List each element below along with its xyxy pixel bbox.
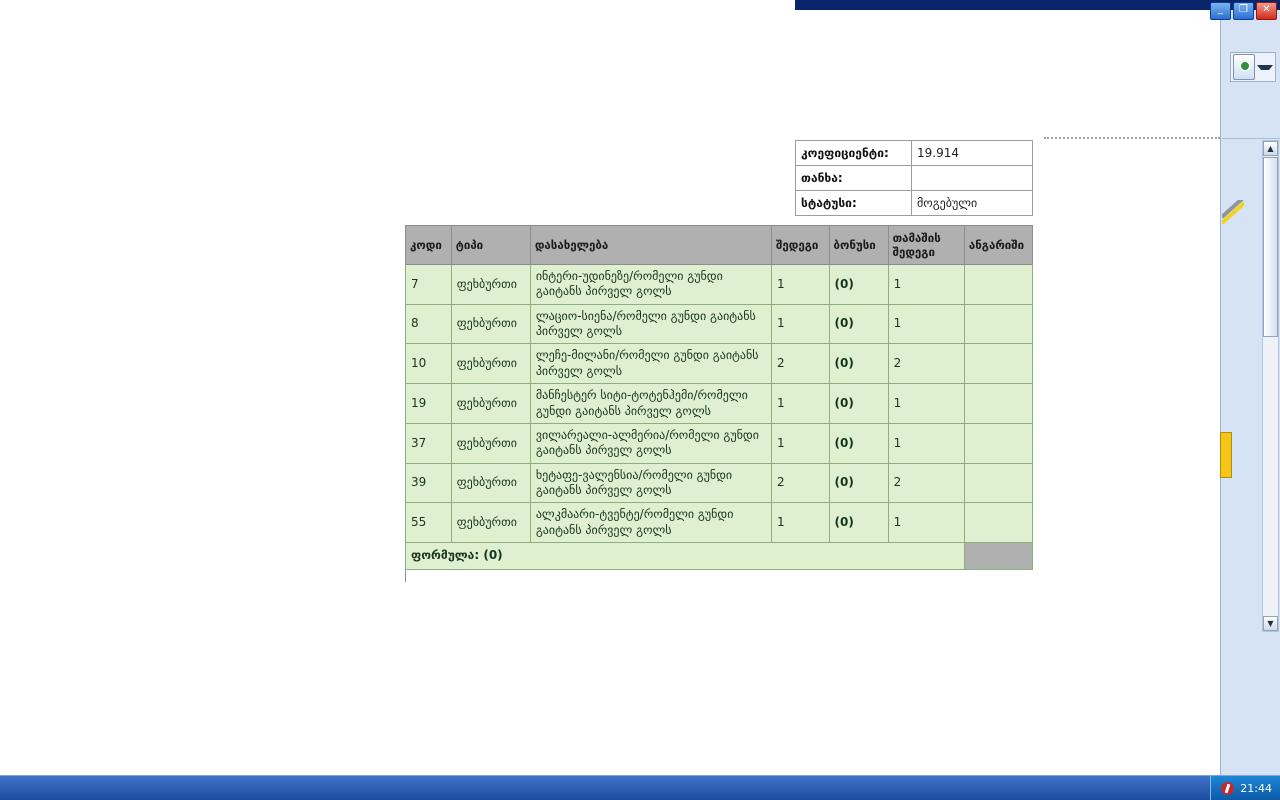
cell-result: 1 — [772, 423, 829, 463]
table-row[interactable] — [406, 265, 1033, 305]
cell-code: 19 — [406, 384, 452, 424]
cell-bonus: (0) — [829, 304, 888, 344]
scroll-down-arrow-icon[interactable]: ▼ — [1263, 616, 1278, 631]
formula-label: ფორმულა: — [411, 548, 480, 563]
column-header-result: შედეგი — [772, 226, 829, 265]
cell-type: ფეხბურთი — [451, 503, 530, 543]
table-row[interactable] — [406, 304, 1033, 344]
column-header-score: ანგარიში — [964, 226, 1032, 265]
cell-code: 55 — [406, 503, 452, 543]
status-label: სტატუსი: — [796, 191, 912, 216]
cell-result: 1 — [772, 265, 829, 305]
window-caption-buttons[interactable] — [1210, 2, 1277, 20]
close-button[interactable]: ✕ — [1256, 2, 1277, 20]
scrollbar-thumb[interactable] — [1263, 157, 1278, 337]
bet-selections-table-wrapper — [405, 225, 1033, 570]
coefficient-value: 19.914 — [912, 141, 1033, 166]
footer-empty-cell — [964, 543, 1032, 570]
cell-bonus: (0) — [829, 463, 888, 503]
amount-value — [912, 166, 1033, 191]
maximize-button[interactable]: ❐ — [1233, 2, 1254, 20]
table-header — [406, 226, 1033, 265]
cell-type: ფეხბურთი — [451, 344, 530, 384]
info-row-status — [796, 191, 1033, 216]
table-row[interactable] — [406, 463, 1033, 503]
cell-game-result: 1 — [888, 304, 964, 344]
toolbar-refresh-group[interactable] — [1230, 52, 1276, 82]
cell-result: 1 — [772, 384, 829, 424]
column-header-code: კოდი — [406, 226, 452, 265]
cell-game-result: 1 — [888, 265, 964, 305]
window-title-bar — [0, 0, 1280, 10]
cell-game-result: 1 — [888, 384, 964, 424]
table-row[interactable] — [406, 503, 1033, 543]
cell-description: ლაციო-სიენა/რომელი გუნდი გაიტანს პირველ გოლს — [530, 304, 771, 344]
vertical-scrollbar[interactable] — [1262, 140, 1279, 632]
cell-game-result: 2 — [888, 463, 964, 503]
column-header-description: დასახელება — [530, 226, 771, 265]
cell-description: ლეჩე-მილანი/რომელი გუნდი გაიტანს პირველ გოლს — [530, 344, 771, 384]
cell-type: ფეხბურთი — [451, 304, 530, 344]
cell-game-result: 1 — [888, 423, 964, 463]
pencil-icon — [1222, 200, 1244, 224]
cell-description: ვილარეალი-ალმერია/რომელი გუნდი გაიტანს პირველ გოლს — [530, 423, 771, 463]
bet-selections-table — [405, 225, 1033, 570]
title-bar-left-gap — [0, 0, 795, 10]
cell-description: მანჩესტერ სიტი-ტოტენჰემი/რომელი გუნდი გაიტანს პირველ გოლს — [530, 384, 771, 424]
cell-result: 2 — [772, 344, 829, 384]
table-footer-row — [406, 543, 1033, 570]
formula-value: (0) — [483, 548, 503, 563]
cell-code: 39 — [406, 463, 452, 503]
cell-result: 1 — [772, 503, 829, 543]
cell-result: 2 — [772, 463, 829, 503]
cell-bonus: (0) — [829, 344, 888, 384]
bet-summary-table — [795, 140, 1033, 216]
cell-type: ფეხბურთი — [451, 384, 530, 424]
clock[interactable]: 21:44 — [1240, 781, 1272, 795]
info-row-coefficient — [796, 141, 1033, 166]
notification-icon[interactable] — [1221, 782, 1234, 795]
dotted-divider — [1044, 137, 1220, 141]
cell-game-result: 2 — [888, 344, 964, 384]
column-header-bonus: ბონუსი — [829, 226, 888, 265]
cell-score — [964, 384, 1032, 424]
cell-score — [964, 423, 1032, 463]
column-header-game-result: თამაშის შედეგი — [888, 226, 964, 265]
cell-bonus: (0) — [829, 384, 888, 424]
cell-code: 8 — [406, 304, 452, 344]
table-row[interactable] — [406, 384, 1033, 424]
table-row[interactable] — [406, 344, 1033, 384]
cell-bonus: (0) — [829, 423, 888, 463]
scroll-up-arrow-icon[interactable]: ▲ — [1263, 141, 1278, 156]
cell-score — [964, 503, 1032, 543]
refresh-page-icon[interactable] — [1233, 54, 1255, 80]
cell-description: ინტერი-უდინეზე/რომელი გუნდი გაიტანს პირველ გოლს — [530, 265, 771, 305]
system-tray[interactable] — [1210, 776, 1280, 800]
column-header-type: ტიპი — [451, 226, 530, 265]
cell-description: ალკმაარი-ტვენტე/რომელი გუნდი გაიტანს პირველ გოლს — [530, 503, 771, 543]
cell-type: ფეხბურთი — [451, 463, 530, 503]
cell-result: 1 — [772, 304, 829, 344]
cell-description: ხეტაფე-ვალენსია/რომელი გუნდი გაიტანს პირველ გოლს — [530, 463, 771, 503]
cell-bonus: (0) — [829, 503, 888, 543]
cell-score — [964, 344, 1032, 384]
amount-label: თანხა: — [796, 166, 912, 191]
minimize-button[interactable]: _ — [1210, 2, 1231, 20]
cell-game-result: 1 — [888, 503, 964, 543]
status-value: მოგებული — [912, 191, 1033, 216]
cell-score — [964, 304, 1032, 344]
cell-type: ფეხბურთი — [451, 423, 530, 463]
cell-code: 7 — [406, 265, 452, 305]
cell-code: 37 — [406, 423, 452, 463]
cell-bonus: (0) — [829, 265, 888, 305]
chevron-down-icon[interactable] — [1257, 65, 1273, 70]
cell-score — [964, 265, 1032, 305]
side-tab-handle[interactable] — [1220, 432, 1232, 478]
table-body — [406, 265, 1033, 570]
table-row[interactable] — [406, 423, 1033, 463]
taskbar[interactable] — [0, 775, 1280, 800]
coefficient-label: კოეფიციენტი: — [796, 141, 912, 166]
formula-cell — [406, 543, 965, 570]
info-row-amount — [796, 166, 1033, 191]
cell-code: 10 — [406, 344, 452, 384]
header-row — [406, 226, 1033, 265]
cell-type: ფეხბურთი — [451, 265, 530, 305]
cell-score — [964, 463, 1032, 503]
